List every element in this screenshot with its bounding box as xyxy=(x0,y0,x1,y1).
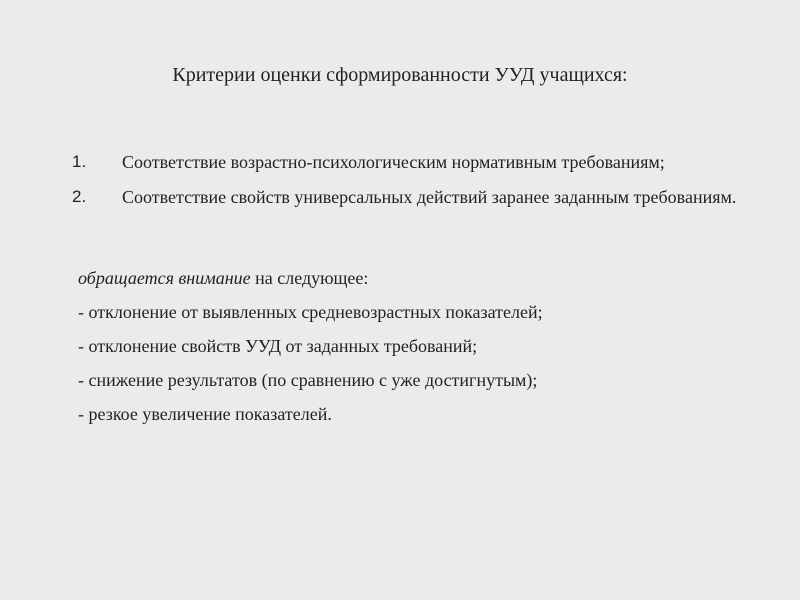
attention-intro xyxy=(78,266,768,290)
criteria-list xyxy=(72,150,756,220)
criteria-item-text: Соответствие свойств универсальных действий заранее заданным требованиям. xyxy=(122,187,737,207)
criteria-item-1 xyxy=(72,150,756,174)
criteria-item-number: 2. xyxy=(72,187,87,206)
attention-intro-rest: на следующее: xyxy=(250,268,369,288)
attention-item-sharp-increase: - резкое увеличение показателей. xyxy=(78,404,332,424)
slide-title: Критерии оценки сформированности УУД учащихся: xyxy=(172,64,628,86)
attention-section xyxy=(78,266,768,436)
criteria-item-number: 1. xyxy=(72,152,87,171)
attention-item-deviation-age: - отклонение от выявленных средневозрастных показателей; xyxy=(78,302,543,322)
attention-item-decrease-results: - снижение результатов (по сравнению с уже достигнутым); xyxy=(78,370,538,390)
attention-item-deviation-requirements: - отклонение свойств УУД от заданных требований; xyxy=(78,336,478,356)
criteria-item-2 xyxy=(72,185,756,209)
criteria-item-text: Соответствие возрастно-психологическим нормативным требованиям; xyxy=(122,152,665,172)
attention-intro-italic: обращается внимание xyxy=(78,268,251,288)
